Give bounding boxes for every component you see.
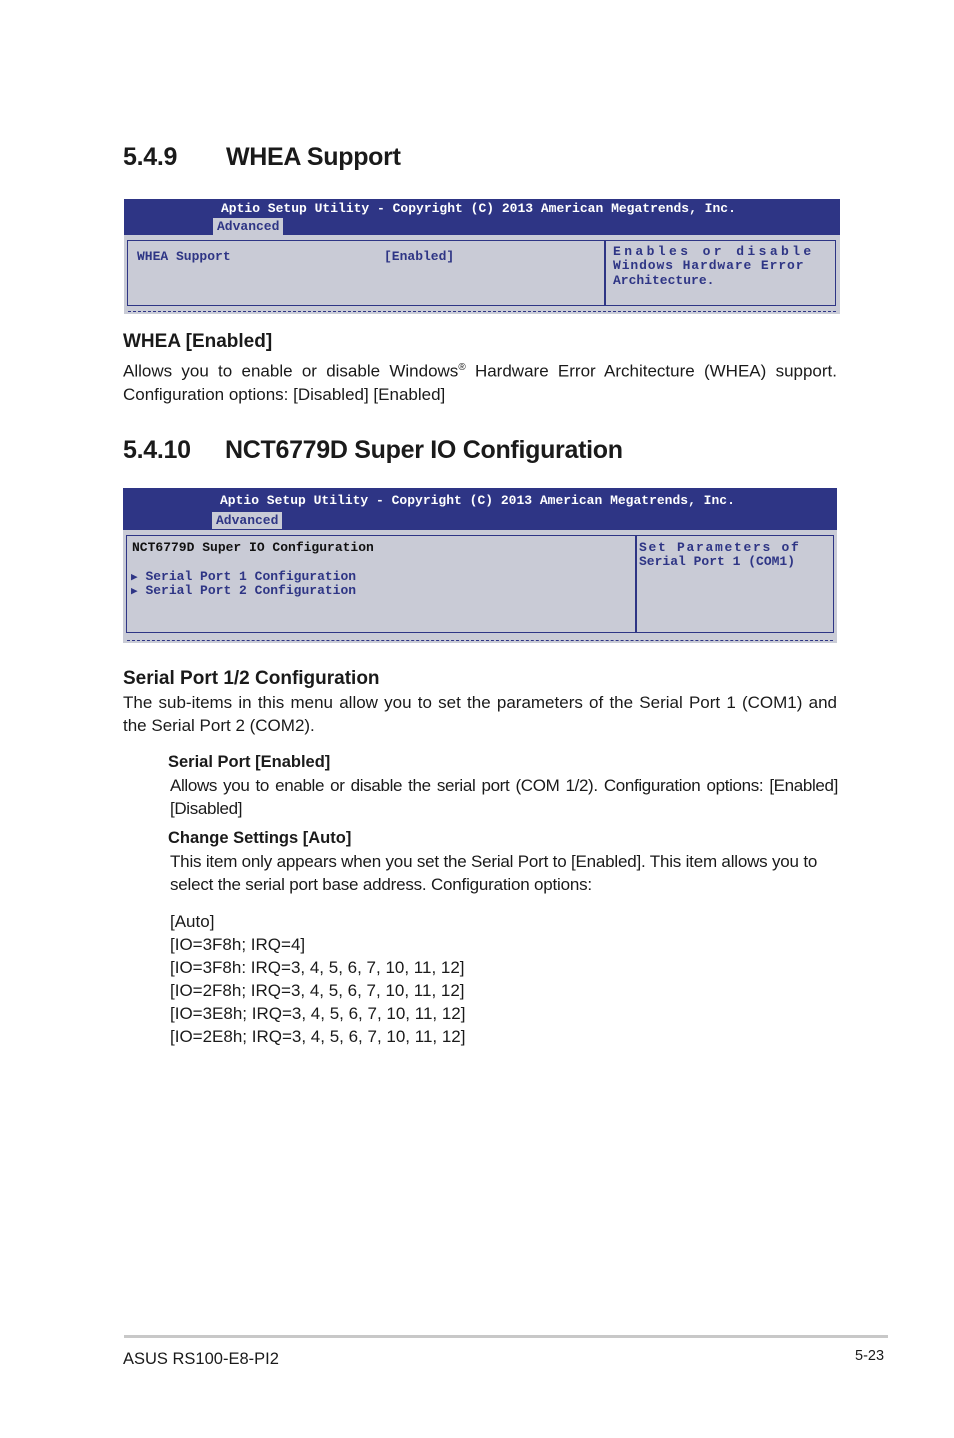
serial-config-description: The sub-items in this menu allow you to set the parameters of the Serial Port 1 (COM1) and the Serial Port 2 (COM2). [123,693,837,735]
bios-tab-advanced[interactable]: Advanced [212,512,282,529]
whea-text-b: Hardware Error Architecture (WHEA) support. Configuration options: [Disabled] [Enabled] [123,361,837,404]
bios-item-whea-support[interactable]: WHEA Support [137,249,231,264]
bios-help-line: Architecture. [613,273,715,288]
footer-page-number: 5-23 [855,1348,885,1364]
bios-help-line: Set Parameters of [639,540,801,555]
config-option: [IO=2E8h; IRQ=3, 4, 5, 6, 7, 10, 11, 12] [170,1027,466,1046]
bios-dashed-border [127,640,833,641]
section-title: NCT6779D Super IO Configuration [225,436,623,464]
bios-dashed-border [128,311,836,312]
serial-port-description: Allows you to enable or disable the serial port (COM 1/2). Configuration options: [Enabled] [Disabled] [170,776,838,818]
footer-divider [124,1335,888,1338]
config-option: [IO=3F8h: IRQ=3, 4, 5, 6, 7, 10, 11, 12] [170,958,465,977]
change-settings-heading: Change Settings [Auto] [168,829,352,847]
section-heading-superio [123,436,623,465]
menu-item-label: Serial Port 2 Configuration [145,583,357,598]
bios-screenshot-whea [124,199,840,314]
menu-item-label: Serial Port 1 Configuration [145,569,357,584]
whea-heading: WHEA [Enabled] [123,331,273,352]
bios-title: Aptio Setup Utility - Copyright (C) 2013 American Megatrends, Inc. [220,493,735,508]
change-settings-description: This item only appears when you set the Serial Port to [Enabled]. This item allows you to select the serial port base address. Configuration options: [170,852,818,894]
bios-title: Aptio Setup Utility - Copyright (C) 2013 American Megatrends, Inc. [221,201,736,216]
section-number: 5.4.9 [123,143,178,171]
config-options-list [170,910,465,1048]
whea-text-a: Allows you to enable or disable Windows [123,361,459,381]
serial-config-heading: Serial Port 1/2 Configuration [123,668,380,689]
serial-port-heading: Serial Port [Enabled] [168,753,331,771]
bios-screenshot-superio [123,488,837,643]
config-option: [IO=3F8h; IRQ=4] [170,935,306,954]
bios-tab-advanced[interactable]: Advanced [213,218,283,235]
registered-mark: ® [458,362,466,373]
section-number: 5.4.10 [123,436,191,464]
bios-pane-title: NCT6779D Super IO Configuration [132,540,374,555]
config-option: [IO=3E8h; IRQ=3, 4, 5, 6, 7, 10, 11, 12] [170,1004,466,1023]
bios-menu-item-serial2[interactable] [131,584,356,600]
bios-help-line: Enables or disable [613,244,815,259]
triangle-right-icon: ▶ [131,586,138,598]
bios-help-line: Windows Hardware Error [613,258,805,273]
config-option: [IO=2F8h; IRQ=3, 4, 5, 6, 7, 10, 11, 12] [170,981,465,1000]
config-option: [Auto] [170,912,215,931]
section-heading-whea [123,143,401,172]
section-title: WHEA Support [226,143,401,171]
whea-description [123,356,837,406]
bios-item-value[interactable]: [Enabled] [384,249,455,264]
triangle-right-icon: ▶ [131,572,138,584]
footer-product: ASUS RS100-E8-PI2 [123,1350,279,1368]
bios-help-line: Serial Port 1 (COM1) [639,554,796,569]
